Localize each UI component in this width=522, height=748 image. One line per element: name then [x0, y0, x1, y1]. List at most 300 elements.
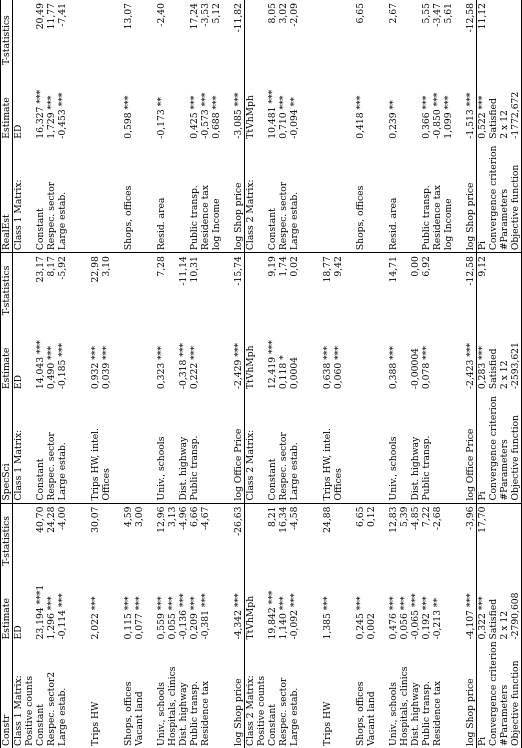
table-cell: 3,10: [101, 256, 112, 277]
table-cell: Shops, offices: [123, 681, 134, 746]
column-header: T-statistics: [1, 503, 13, 568]
table-cell: [454, 395, 465, 503]
table-cell: [499, 253, 510, 318]
table-cell: 19,842 ***: [267, 590, 278, 640]
table-cell: [134, 0, 145, 67]
table-cell: [443, 503, 454, 568]
table-cell: [112, 503, 123, 568]
table-cell: Hospitals, clinics: [167, 666, 178, 746]
table-cell: [101, 145, 112, 253]
table-cell: -7,41: [57, 3, 68, 27]
table-cell: [355, 253, 366, 318]
table-cell: log Shop price: [233, 145, 245, 253]
table-cell: Shops, offices: [123, 145, 134, 253]
table-cell: [344, 645, 355, 748]
table-cell: 11,12: [477, 0, 489, 67]
table-cell: [245, 503, 257, 568]
table-cell: -4,00: [57, 506, 68, 531]
table-cell: Trips HW: [322, 701, 333, 746]
table-cell: 1,74: [278, 256, 289, 277]
table-cell: 30,07: [90, 506, 101, 533]
table-cell: [333, 0, 344, 67]
table-cell: [311, 0, 333, 67]
table-cell: [68, 317, 79, 395]
table-cell: TtVhMph: [245, 317, 257, 395]
table-row: [167, 0, 178, 748]
table-cell: Satisfied: [488, 98, 499, 139]
table-cell: Convergence criterion: [488, 395, 499, 503]
table-cell: Public transp.: [189, 145, 200, 253]
table-cell: Positive counts: [24, 675, 35, 746]
table-cell: Large estab.: [289, 145, 300, 253]
table-cell: -12,58: [465, 3, 476, 33]
table-cell: [377, 317, 388, 395]
table-cell: [432, 253, 443, 318]
table-cell: -11,14: [178, 256, 189, 286]
table-cell: 0,932 ***: [90, 346, 101, 390]
table-cell: [300, 0, 311, 67]
table-cell: [443, 568, 454, 646]
table-cell: [68, 568, 79, 646]
table-cell: [488, 253, 499, 318]
table-cell: 16,34: [278, 506, 289, 533]
table-cell: [24, 145, 35, 253]
table-cell: [256, 568, 267, 646]
table-cell: [454, 503, 465, 568]
table-cell: [366, 317, 377, 395]
table-row: [355, 0, 366, 748]
table-cell: [222, 0, 233, 67]
table-cell: -4,342 ***: [233, 593, 244, 640]
table-cell: Objective function: [510, 145, 522, 253]
table-cell: 18,77: [322, 256, 333, 283]
table-cell: -3,96: [465, 506, 476, 531]
table-cell: -2,423 ***: [465, 342, 476, 390]
table-cell: [79, 395, 90, 503]
table-cell: [79, 317, 90, 395]
table-cell: [200, 317, 211, 395]
table-cell: 5,61: [443, 3, 454, 24]
table-cell: [68, 145, 79, 253]
table-cell: [311, 67, 333, 145]
table-cell: 1,099 ***: [443, 95, 454, 139]
table-cell: -4,96: [178, 506, 189, 531]
table-cell: -0,213 **: [432, 597, 443, 640]
table-cell: [454, 145, 465, 253]
table-cell: Respec. sector: [278, 395, 289, 503]
table-cell: 9,19: [267, 256, 278, 277]
table-row: [178, 0, 189, 748]
table-cell: 0,0004: [289, 356, 300, 390]
table-cell: Pi: [477, 645, 489, 748]
table-cell: [167, 317, 178, 395]
table-cell: [222, 67, 233, 145]
table-cell: [24, 253, 35, 318]
table-cell: -0,136 ***: [178, 593, 189, 640]
table-cell: -11,82: [233, 3, 244, 33]
table-cell: [366, 145, 377, 253]
table-cell: Residence tax: [200, 680, 211, 746]
table-cell: [355, 395, 366, 503]
table-cell: [222, 645, 233, 748]
table-cell: 8,05: [267, 3, 278, 24]
table-cell: 5,12: [211, 3, 222, 24]
table-cell: [68, 0, 79, 67]
table-cell: Large estab.: [57, 395, 68, 503]
table-cell: Public transp.: [421, 145, 432, 253]
table-cell: 40,70: [35, 506, 46, 533]
table-cell: 2,022 ***: [90, 596, 101, 640]
table-cell: [399, 253, 410, 318]
table-cell: [68, 253, 79, 318]
table-cell: -1,513 ***: [465, 92, 476, 139]
table-cell: Offices: [333, 395, 344, 503]
table-cell: -2,68: [432, 506, 443, 531]
table-cell: Univ., schools: [156, 395, 167, 503]
table-cell: 24,28: [46, 506, 57, 533]
table-cell: 0,490 ***: [46, 346, 57, 390]
table-cell: [300, 503, 311, 568]
table-cell: Resid. area: [388, 145, 399, 253]
table-row: [488, 0, 499, 748]
table-cell: 0,638 ***: [322, 346, 333, 390]
table-cell: 12,419 ***: [267, 340, 278, 390]
table-cell: [167, 253, 178, 318]
table-cell: 17,24: [189, 3, 200, 30]
table-cell: -0,850 ***: [432, 92, 443, 139]
table-cell: log Shop price: [465, 678, 476, 746]
table-cell: [24, 395, 35, 503]
table-cell: Convergence criterion: [488, 145, 499, 253]
table-row: [68, 0, 79, 748]
table-cell: 0,283 ***: [477, 317, 489, 395]
table-cell: Shops, offices: [355, 145, 366, 253]
table-cell: [79, 645, 90, 748]
column-header: Constr: [1, 645, 13, 748]
table-cell: [101, 503, 112, 568]
table-cell: [200, 395, 211, 503]
table-cell: [366, 67, 377, 145]
table-cell: 14,043 ***: [35, 340, 46, 390]
table-cell: [488, 503, 499, 568]
table-cell: [167, 0, 178, 67]
table-cell: [222, 253, 233, 318]
table-cell: 0,039 ***: [101, 346, 112, 390]
table-cell: [377, 395, 388, 503]
table-cell: Respec. sector: [278, 677, 289, 746]
table-cell: [178, 145, 189, 253]
table-cell: -3,47: [432, 3, 443, 27]
table-cell: 0,192 ***: [421, 596, 432, 640]
table-cell: 4,59: [123, 506, 134, 527]
table-cell: -0,065 ***: [410, 593, 421, 640]
table-cell: [24, 0, 35, 67]
table-cell: [377, 503, 388, 568]
table-cell: log Shop price: [465, 145, 477, 253]
table-cell: 3,02: [278, 3, 289, 24]
table-cell: [333, 503, 344, 568]
table-row: [333, 0, 344, 748]
table-cell: [90, 0, 101, 67]
table-row: [134, 0, 145, 748]
table-cell: 2 x 12: [499, 110, 510, 139]
column-header: Estimate: [1, 568, 13, 646]
table-cell: [300, 645, 311, 748]
table-cell: [112, 145, 123, 253]
table-cell: -4,58: [289, 506, 300, 531]
table-cell: Large estab.: [57, 687, 68, 746]
table-cell: Residence tax: [200, 145, 211, 253]
table-cell: 0,418 ***: [355, 95, 366, 139]
table-row: [267, 0, 278, 748]
table-cell: 1,385 ***: [322, 596, 333, 640]
table-cell: [145, 253, 156, 318]
table-row: [432, 0, 443, 748]
table-cell: [454, 645, 465, 748]
table-cell: [24, 67, 35, 145]
table-row: [499, 0, 510, 748]
table-cell: Dist. highway: [410, 682, 421, 746]
table-cell: [13, 503, 25, 568]
table-cell: 0,060 ***: [333, 346, 344, 390]
table-cell: [68, 503, 79, 568]
table-cell: 1,140 ***: [278, 596, 289, 640]
table-cell: Objective function: [510, 645, 522, 748]
table-cell: 14,71: [388, 256, 399, 283]
table-cell: [377, 67, 388, 145]
table-cell: 8,17: [46, 256, 57, 277]
table-cell: ED: [13, 67, 25, 145]
table-cell: Class 1 Matrix:: [13, 395, 25, 503]
table-cell: Class 2 Matrix:: [245, 145, 257, 253]
table-cell: [399, 0, 410, 67]
table-cell: [79, 253, 90, 318]
table-cell: [443, 395, 454, 503]
table-row: [443, 0, 454, 748]
column-header: T-statistics: [1, 253, 13, 318]
table-cell: [366, 253, 377, 318]
table-cell: 0,710 ***: [278, 95, 289, 139]
table-cell: [145, 317, 156, 395]
table-cell: -0,092 ***: [289, 593, 300, 640]
table-cell: [79, 568, 90, 646]
table-cell: [333, 568, 344, 646]
table-row: [46, 0, 57, 748]
table-cell: Constant: [35, 395, 46, 503]
table-cell: [79, 503, 90, 568]
table-cell: Trips HW, intel.: [311, 395, 333, 503]
table-cell: Large estab.: [289, 395, 300, 503]
table-cell: 0,245 ***: [355, 596, 366, 640]
table-cell: [399, 145, 410, 253]
table-cell: [123, 395, 134, 503]
table-cell: 0,476 ***: [388, 596, 399, 640]
table-cell: 8,21: [267, 506, 278, 527]
table-row: [90, 0, 101, 748]
table-cell: [145, 503, 156, 568]
table-cell: [344, 568, 355, 646]
column-header: T-statistics: [1, 0, 13, 67]
table-row: [377, 0, 388, 748]
table-cell: 13,07: [123, 3, 134, 30]
table-cell: 0,559 ***: [156, 596, 167, 640]
table-cell: [245, 0, 257, 67]
table-cell: Constant: [35, 704, 46, 746]
table-cell: [333, 145, 344, 253]
table-cell: 7,22: [421, 506, 432, 527]
table-cell: [499, 0, 510, 67]
table-cell: 9,12: [477, 253, 489, 318]
table-cell: 0,056 ***: [399, 596, 410, 640]
table-cell: Residence tax: [432, 680, 443, 746]
table-cell: [300, 317, 311, 395]
table-cell: [454, 317, 465, 395]
table-cell: TtVhMph: [245, 67, 257, 145]
table-cell: 22,98: [90, 256, 101, 283]
table-cell: -2,09: [289, 3, 300, 27]
table-cell: [101, 568, 112, 646]
table-cell: 11,77: [46, 3, 57, 30]
table-cell: 12,83: [388, 506, 399, 533]
table-cell: 0,115 ***: [123, 596, 134, 640]
section-header-row: [477, 0, 489, 748]
table-cell: Vacant land: [366, 691, 377, 746]
table-cell: [256, 503, 267, 568]
table-cell: Dist. highway: [178, 395, 189, 503]
table-cell: [300, 145, 311, 253]
table-cell: Satisfied: [488, 348, 499, 390]
table-cell: -2,40: [156, 3, 167, 27]
table-cell: log Income: [211, 145, 222, 253]
table-cell: [79, 145, 90, 253]
table-cell: [145, 395, 156, 503]
table-cell: [366, 395, 377, 503]
table-cell: Dist. highway: [410, 395, 421, 503]
table-cell: -0,094 **: [289, 97, 300, 139]
table-cell: [510, 0, 522, 67]
table-cell: [499, 503, 510, 568]
table-cell: -2790,608: [510, 568, 522, 646]
table-row: [510, 0, 522, 748]
table-cell: [333, 67, 344, 145]
table-cell: [101, 67, 112, 145]
table-cell: [410, 0, 421, 67]
table-cell: 7,28: [156, 256, 167, 277]
table-row: [233, 0, 245, 748]
table-cell: [222, 145, 233, 253]
table-cell: [112, 645, 123, 748]
table-cell: Residence tax: [432, 145, 443, 253]
table-row: [421, 0, 432, 748]
table-cell: Large estab.: [57, 145, 68, 253]
section-header-row: [245, 0, 257, 748]
table-cell: [377, 145, 388, 253]
table-cell: 9,42: [333, 256, 344, 277]
table-cell: 0,02: [289, 256, 300, 277]
table-cell: [211, 317, 222, 395]
table-cell: [432, 317, 443, 395]
table-cell: 6,65: [355, 3, 366, 24]
table-row: [410, 0, 421, 748]
table-cell: -0,453 ***: [57, 92, 68, 139]
table-row: [112, 0, 123, 748]
table-cell: ED: [13, 317, 25, 395]
table-cell: [178, 67, 189, 145]
table-cell: Public transp.: [421, 395, 432, 503]
table-cell: [79, 0, 90, 67]
table-cell: Class 2 Matrix:: [245, 645, 257, 748]
table-cell: [200, 253, 211, 318]
table-cell: 0,425 ***: [189, 95, 200, 139]
table-cell: 3,13: [167, 506, 178, 527]
table-cell: 16,327 ***: [35, 89, 46, 139]
table-header: [1, 0, 13, 748]
table-cell: [211, 395, 222, 503]
table-cell: Pi: [477, 395, 489, 503]
table-cell: [222, 503, 233, 568]
table-row: [300, 0, 311, 748]
table-cell: 6,65: [355, 506, 366, 527]
table-cell: 0,322 ***: [477, 568, 489, 646]
table-cell: -12,58: [465, 256, 476, 286]
table-cell: -3,53: [200, 3, 211, 27]
table-cell: 0,077 ***: [134, 596, 145, 640]
table-row: [465, 0, 477, 748]
table-cell: [145, 0, 156, 67]
table-row: [79, 0, 90, 748]
table-cell: 6,66: [189, 506, 200, 527]
table-cell: [245, 253, 257, 318]
table-cell: [211, 253, 222, 318]
table-cell: 6,92: [421, 256, 432, 277]
table-cell: [13, 0, 25, 67]
table-cell: [112, 253, 123, 318]
table-cell: 1,729 ***: [46, 95, 57, 139]
table-cell: [366, 0, 377, 67]
table-cell: Public transp.: [189, 395, 200, 503]
table-cell: [256, 0, 267, 67]
table-cell: ED: [13, 568, 25, 646]
table-cell: [211, 568, 222, 646]
table-row: [289, 0, 300, 748]
table-cell: Class 1 Matrix:: [13, 145, 25, 253]
table-cell: [443, 253, 454, 318]
table-cell: 0,055 ***: [167, 596, 178, 640]
table-cell: [123, 317, 134, 395]
table-cell: 3,00: [134, 506, 145, 527]
table-cell: Resid. area: [156, 145, 167, 253]
table-row: [145, 0, 156, 748]
table-cell: [101, 645, 112, 748]
table-cell: [344, 253, 355, 318]
table-cell: [377, 253, 388, 318]
table-cell: 10,31: [189, 256, 200, 283]
table-cell: [256, 395, 267, 503]
section-header-row: [13, 0, 25, 748]
table-cell: 0,078 ***: [421, 346, 432, 390]
table-cell: [112, 317, 123, 395]
table-cell: Respec. sector: [46, 145, 57, 253]
table-cell: [112, 0, 123, 67]
column-header: RealEst: [1, 145, 13, 253]
table-cell: [167, 395, 178, 503]
table-cell: [344, 503, 355, 568]
table-row: [388, 0, 399, 748]
table-cell: [24, 317, 35, 395]
table-cell: 2 x 12: [499, 360, 510, 390]
table-cell: [68, 395, 79, 503]
table-cell: Trips HW: [90, 701, 101, 746]
